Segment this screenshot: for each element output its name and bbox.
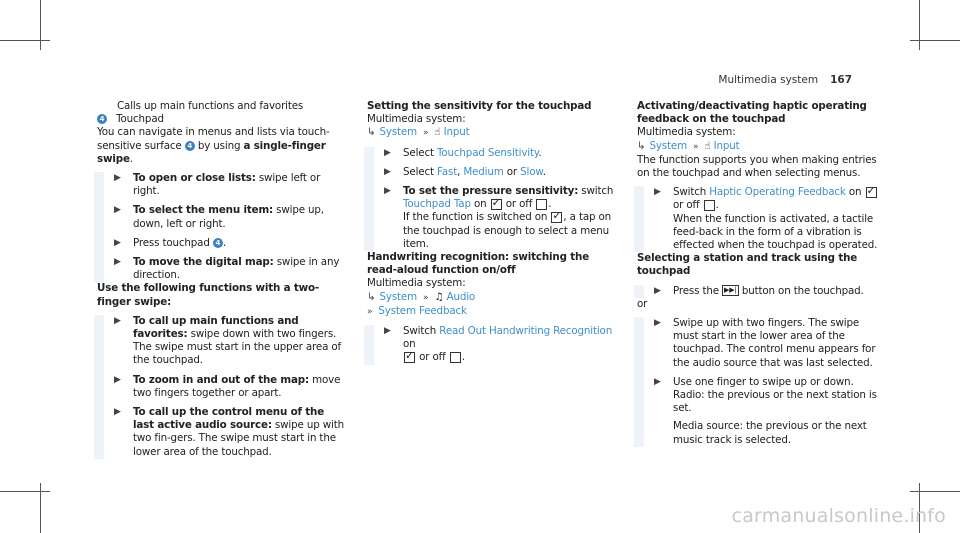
item-touchpad: 4 Touchpad [97, 113, 347, 126]
bullet-band [634, 317, 882, 447]
bullet-band [634, 285, 882, 298]
arrow-icon: ▶ [114, 205, 121, 216]
checkbox-on-icon [551, 212, 562, 223]
checkbox-on-icon [404, 352, 415, 363]
bullet-band [94, 172, 347, 282]
page-number: 167 [830, 74, 852, 86]
column-1 [97, 100, 347, 459]
arrow-icon: ▶ [654, 318, 661, 329]
column-3 [637, 100, 882, 447]
crop-mark [0, 40, 50, 41]
checkbox-on-icon [866, 187, 877, 198]
intro-paragraph: You can navigate in menus and lists via touch-sensitive surface 4 by using a single-finger swipe. [97, 126, 330, 165]
badge-4: 4 [213, 238, 223, 248]
bullet-open-lists: ▶ To open or close lists: swipe left or right. [114, 172, 321, 198]
bullet-band [364, 325, 622, 365]
arrow-icon: ▶ [384, 166, 391, 177]
bullet-move-map: ▶ To move the digital map: swipe in any direction. [114, 256, 340, 282]
hook-arrow-icon: ↳ [367, 290, 376, 303]
crop-mark [910, 491, 960, 492]
bullet-control-menu: ▶ To call up the control menu of the last active audio source: swipe up with two fin-gers. The swipe must start in the lower area of the touchpad. [114, 406, 344, 458]
audio-icon: ♫ [434, 290, 444, 303]
watermark: carmanualsonline.info [731, 505, 946, 527]
arrow-icon: ▶ [654, 376, 661, 387]
bullet-band [634, 186, 882, 252]
menu-path: ↳ System » ♫ Audio [367, 290, 476, 303]
section-heading: Use the following functions with a two-finger swipe: [97, 282, 320, 308]
multimedia-label: Multimedia system: [367, 277, 466, 290]
skip-forward-icon: ▶▶| [724, 286, 737, 295]
bullet-band [364, 147, 622, 251]
page-header [718, 74, 852, 86]
crop-mark [910, 40, 960, 41]
checkbox-off-icon [536, 199, 547, 210]
crop-mark [919, 0, 920, 50]
arrow-icon: ▶ [384, 186, 391, 197]
column-2 [367, 100, 622, 365]
checkbox-off-icon [450, 352, 461, 363]
bullet-zoom-map: ▶ To zoom in and out of the map: move two fingers together or apart. [114, 373, 341, 399]
arrow-icon: ▶ [654, 285, 661, 296]
checkbox-on-icon [491, 199, 502, 210]
crop-mark [40, 0, 41, 50]
bullet-select-speed: ▶ Select Fast, Medium or Slow. [384, 165, 546, 178]
menu-path: ↳ System » ☝ Input [367, 126, 470, 139]
touch-icon: ☝ [704, 139, 711, 152]
bullet-band [94, 315, 347, 459]
menu-path: » System Feedback [367, 304, 467, 317]
hook-arrow-icon: ↳ [637, 139, 646, 152]
bullet-read-out: ▶ Switch Read Out Handwriting Recognition on ✓ or off . [381, 325, 622, 365]
multimedia-label: Multimedia system: [367, 113, 466, 126]
arrow-icon: ▶ [114, 407, 121, 418]
arrow-icon: ▶ [114, 374, 121, 385]
crop-mark [40, 483, 41, 533]
chevron-icon: » [422, 292, 429, 303]
bullet-press-button: ▶ Press the ▶▶| button on the touchpad. [654, 284, 864, 297]
badge-4: 4 [97, 114, 107, 124]
arrow-icon: ▶ [114, 173, 121, 184]
chevron-icon: » [692, 141, 699, 152]
multimedia-label: Multimedia system: [637, 126, 736, 139]
bullet-one-finger: ▶ Use one finger to swipe up or down. Radio: the previous or the next station is set. Media source: the previous or the next music track is selected. [654, 375, 877, 446]
chevron-icon: » [367, 306, 373, 317]
arrow-icon: ▶ [114, 237, 121, 248]
bullet-main-functions: ▶ To call up main functions and favorites: swipe down with two fingers. The swipe must start in the upper area of the touchpad. [114, 314, 341, 367]
bullet-haptic: ▶ Switch Haptic Operating Feedback on ✓ or off . When the function is activated, a tactile feed-back in the form of a vibration is effected when the touchpad is operated. [651, 186, 882, 252]
menu-path: ↳ System » ☝ Input [637, 139, 740, 152]
bullet-select-menu: ▶ To select the menu item: swipe up, down, left or right. [114, 204, 324, 230]
crop-mark [0, 491, 50, 492]
bullet-swipe-up: ▶ Swipe up with two fingers. The swipe must start in the lower area of the touchpad. The control menu appears for the audio source that was last selected. [654, 317, 876, 369]
section-heading: Selecting a station and track using the touchpad [637, 252, 858, 278]
touch-icon: ☝ [434, 126, 441, 139]
bullet-press-touchpad: ▶ Press touchpad 4 . [114, 236, 226, 249]
section-heading: Handwriting recognition: switching the read-aloud function on/off [367, 251, 590, 277]
badge-4: 4 [185, 141, 195, 151]
arrow-icon: ▶ [384, 147, 391, 158]
section-heading: Activating/deactivating haptic operating feedback on the touchpad [637, 100, 867, 126]
bullet-pressure: ▶ To set the pressure sensitivity: switch Touchpad Tap on ✓ or off . If the function is switched on ✓ , a tap on the touchpad is enough to select a menu item. [381, 185, 622, 251]
chevron-icon: » [422, 128, 429, 139]
or-label: or [637, 297, 648, 310]
paragraph: The function supports you when making entries on the touchpad and when selecting menus. [637, 153, 877, 180]
checkbox-off-icon [704, 200, 715, 211]
arrow-icon: ▶ [114, 257, 121, 268]
item-calls: Calls up main functions and favorites [117, 100, 304, 112]
bullet-select-sensitivity: ▶ Select Touchpad Sensitivity. [384, 146, 542, 159]
arrow-icon: ▶ [384, 326, 391, 337]
arrow-icon: ▶ [114, 315, 121, 326]
section-heading: Setting the sensitivity for the touchpad [367, 100, 592, 112]
hook-arrow-icon: ↳ [367, 126, 376, 139]
arrow-icon: ▶ [654, 187, 661, 198]
header-title: Multimedia system [718, 74, 819, 86]
